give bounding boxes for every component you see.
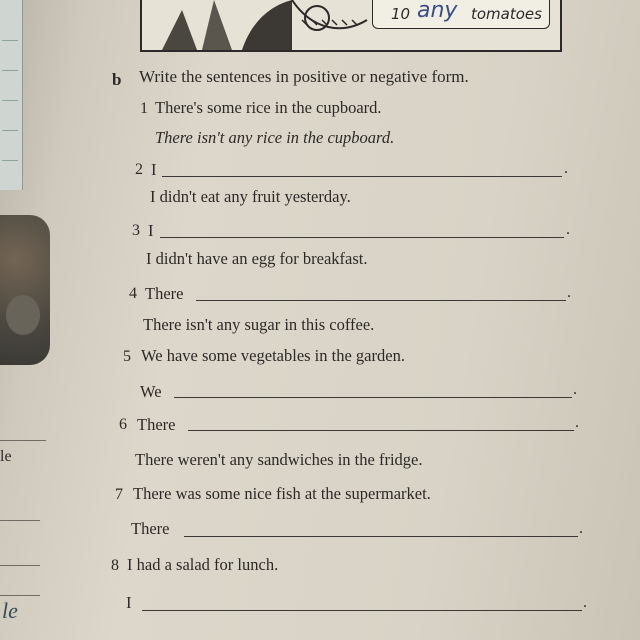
handwritten-answer: any [417, 0, 458, 23]
margin-text-fragment: le [0, 448, 12, 465]
item-number: 5 [123, 348, 131, 365]
item-number: 7 [115, 486, 123, 503]
answer-line[interactable] [196, 300, 566, 301]
item-end: . [573, 381, 577, 398]
answer-line[interactable] [142, 610, 582, 611]
item-end: . [583, 594, 587, 611]
exercise-letter: b [112, 70, 122, 89]
exercise-instruction: Write the sentences in positive or negative form. [139, 67, 469, 86]
answer-line[interactable] [188, 430, 574, 431]
item-prompt: There was some nice fish at the supermarket. [133, 484, 431, 503]
answer-line[interactable] [160, 237, 564, 238]
item-start: There [137, 415, 176, 434]
answer-line[interactable] [162, 176, 562, 177]
shopping-illustration [140, 0, 562, 52]
item-prompt: We have some vegetables in the garden. [141, 346, 405, 365]
given-sentence: There weren't any sandwiches in the fridge. [135, 450, 423, 469]
margin-rule [0, 595, 40, 596]
item-prompt: There's some rice in the cupboard. [155, 98, 382, 117]
label-quantity: 10 [391, 5, 411, 23]
adjacent-page-strip [0, 0, 23, 190]
item-end: . [575, 414, 579, 431]
given-sentence: I didn't eat any fruit yesterday. [150, 187, 351, 206]
item-start: There [145, 284, 184, 303]
item-end: . [564, 160, 568, 177]
margin-rule [0, 565, 40, 566]
item-start: I [126, 593, 132, 612]
item-start: We [140, 382, 162, 401]
item-end: . [567, 284, 571, 301]
item-number: 3 [132, 222, 140, 239]
item-end: . [566, 221, 570, 238]
answer-line[interactable] [174, 397, 572, 398]
given-sentence: I didn't have an egg for breakfast. [146, 249, 368, 268]
item-number: 4 [129, 285, 137, 302]
item-label-box [372, 0, 550, 29]
margin-rule [0, 440, 46, 441]
given-sentence: There isn't any sugar in this coffee. [143, 315, 375, 334]
item-end: . [579, 520, 583, 537]
item-start: I [148, 221, 154, 240]
item-start: I [151, 160, 157, 179]
item-prompt: I had a salad for lunch. [127, 555, 279, 574]
example-answer: There isn't any rice in the cupboard. [155, 128, 395, 147]
label-item: tomatoes [471, 5, 542, 23]
item-start: There [131, 519, 170, 538]
margin-rule [0, 520, 40, 521]
item-number: 2 [135, 161, 143, 178]
food-picture-fragment [0, 215, 50, 365]
item-number: 1 [140, 100, 148, 117]
item-number: 6 [119, 416, 127, 433]
answer-line[interactable] [184, 536, 578, 537]
margin-handwriting-fragment: le [2, 598, 18, 623]
item-number: 8 [111, 557, 119, 574]
